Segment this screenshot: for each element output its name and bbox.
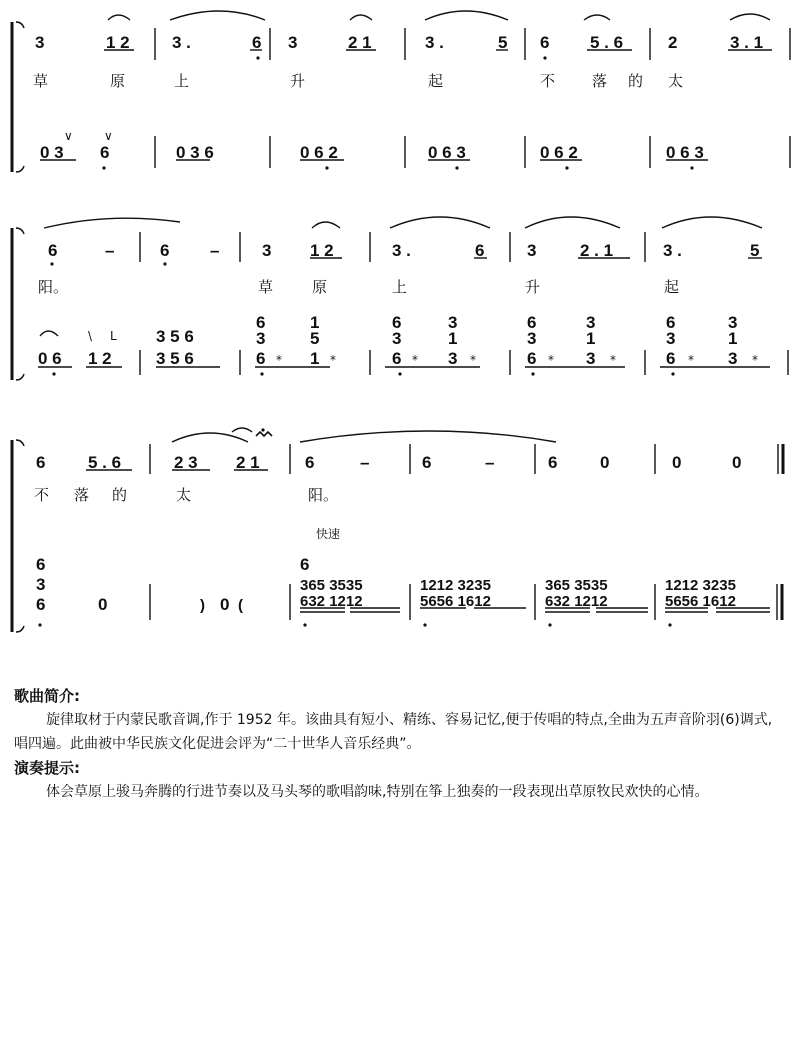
lyric: 上 bbox=[392, 278, 408, 296]
lyric: 原 bbox=[312, 278, 328, 296]
melody-note: 6 bbox=[540, 33, 550, 52]
melody-note: – bbox=[360, 453, 370, 472]
melody-note: 2 1 bbox=[348, 33, 372, 52]
melody-note: 6 bbox=[305, 453, 315, 472]
lower-note: 632 1212 bbox=[545, 593, 608, 610]
chord-note: 3 5 6 bbox=[156, 327, 194, 346]
chord-note: 3 bbox=[527, 329, 537, 348]
bass-note: 0 3 bbox=[40, 143, 64, 162]
melody-note: – bbox=[210, 241, 220, 260]
breath-mark: ∨ bbox=[104, 129, 113, 143]
bass-note: 6 bbox=[256, 349, 266, 368]
lyric: 起 bbox=[428, 72, 444, 90]
lyric: 草 bbox=[33, 72, 49, 90]
accent-star: * bbox=[752, 353, 758, 367]
chord-note: 3 bbox=[728, 313, 738, 332]
bass-note: 6 bbox=[392, 349, 402, 368]
melody-note: 6 bbox=[160, 241, 170, 260]
chord-note: 6 bbox=[36, 555, 46, 574]
bass-note: 0 6 2 bbox=[300, 143, 338, 162]
chord-note: 3 bbox=[448, 313, 458, 332]
melody-note: 0 bbox=[732, 453, 742, 472]
lyric: 落 bbox=[592, 72, 608, 90]
melody-note: 0 bbox=[672, 453, 682, 472]
chord-note: 3 bbox=[256, 329, 266, 348]
upper-note: 1212 3235 bbox=[420, 577, 491, 594]
lyric: 不 bbox=[34, 486, 50, 504]
melody-note: 6 bbox=[36, 453, 46, 472]
lyric: 起 bbox=[664, 278, 680, 296]
lyric: 不 bbox=[540, 72, 556, 90]
bracket: ( bbox=[238, 597, 243, 614]
bass-note: 1 2 bbox=[88, 349, 112, 368]
chord-note: 6 bbox=[392, 313, 402, 332]
lyric: 阳。 bbox=[38, 278, 69, 296]
chord-note: 3 bbox=[666, 329, 676, 348]
bass-note: 3 bbox=[728, 349, 738, 368]
lower-note: 5656 1612 bbox=[420, 593, 491, 610]
tempo-marking: 快速 bbox=[316, 527, 341, 541]
melody-note: 3 bbox=[527, 241, 537, 260]
melody-note: 5 . 6 bbox=[590, 33, 624, 52]
chord-note: 3 bbox=[36, 575, 46, 594]
upper-note: 365 3535 bbox=[545, 577, 608, 594]
intro-heading: 歌曲简介: bbox=[14, 687, 80, 705]
bass-note: 6 bbox=[666, 349, 676, 368]
lyric: 太 bbox=[668, 72, 684, 90]
melody-note: – bbox=[485, 453, 495, 472]
bracket: ) bbox=[200, 597, 205, 614]
upper-note: 1212 3235 bbox=[665, 577, 736, 594]
upper-note: 6 bbox=[300, 555, 310, 574]
chord-note: 6 bbox=[36, 595, 46, 614]
melody-note: 2 1 bbox=[236, 453, 260, 472]
chord-note: 1 bbox=[310, 313, 320, 332]
chord-note: 6 bbox=[256, 313, 266, 332]
melody-note: 6 bbox=[48, 241, 58, 260]
melody-note: 2 3 bbox=[174, 453, 198, 472]
lyric: 的 bbox=[628, 72, 644, 90]
lyric: 升 bbox=[290, 72, 306, 90]
melody-note: 3 . bbox=[425, 33, 444, 52]
bass-note: 6 bbox=[100, 143, 110, 162]
melody-note: 6 bbox=[252, 33, 262, 52]
chord-note: 3 bbox=[586, 313, 596, 332]
bass-note: 0 6 3 bbox=[666, 143, 704, 162]
lyric: 的 bbox=[112, 486, 128, 504]
accent-star: * bbox=[688, 353, 694, 367]
lyric: 原 bbox=[110, 72, 126, 90]
chord-note: 1 bbox=[586, 329, 596, 348]
breath-mark: ∨ bbox=[64, 129, 73, 143]
chord-note: 6 bbox=[527, 313, 537, 332]
melody-note: 3 bbox=[288, 33, 298, 52]
melody-note: 0 bbox=[600, 453, 610, 472]
chord-note: 1 bbox=[448, 329, 458, 348]
bass-note: 0 6 bbox=[38, 349, 62, 368]
bass-note: 0 6 2 bbox=[540, 143, 578, 162]
chord-note: 1 bbox=[728, 329, 738, 348]
melody-note: 3 bbox=[35, 33, 45, 52]
accent-star: * bbox=[276, 353, 282, 367]
chord-note: 3 bbox=[392, 329, 402, 348]
lyric: 落 bbox=[74, 486, 90, 504]
articulation-mark: L bbox=[110, 329, 117, 343]
upper-note: 365 3535 bbox=[300, 577, 363, 594]
lower-note: 632 1212 bbox=[300, 593, 363, 610]
bass-note: 0 6 3 bbox=[428, 143, 466, 162]
intro-paragraph: 旋律取材于内蒙民歌音调,作于 1952 年。该曲具有短小、精练、容易记忆,便于传唱的特点,全曲为五声音阶羽(6)调式,唱四遍。此曲被中华民族文化促进会评为“二十世华人音乐经典”。 bbox=[14, 712, 773, 752]
chord-note: 6 bbox=[666, 313, 676, 332]
bass-rest: 0 bbox=[220, 595, 230, 614]
melody-note: 5 . 6 bbox=[88, 453, 122, 472]
lyric: 草 bbox=[258, 278, 274, 296]
accent-star: * bbox=[330, 353, 336, 367]
song-notes bbox=[14, 684, 786, 804]
bass-rest: 0 bbox=[98, 595, 108, 614]
lyric: 升 bbox=[525, 278, 541, 296]
melody-note: 5 bbox=[498, 33, 508, 52]
melody-note: 1 2 bbox=[106, 33, 130, 52]
melody-note: 6 bbox=[548, 453, 558, 472]
accent-star: * bbox=[610, 353, 616, 367]
melody-note: 3 . bbox=[663, 241, 682, 260]
bass-note: 3 bbox=[448, 349, 458, 368]
melody-note: 2 bbox=[668, 33, 678, 52]
bass-note: 6 bbox=[527, 349, 537, 368]
articulation-mark: \ bbox=[88, 329, 93, 343]
lower-note: 5656 1612 bbox=[665, 593, 736, 610]
melody-note: – bbox=[105, 241, 115, 260]
melody-note: 5 bbox=[750, 241, 760, 260]
melody-note: 2 . 1 bbox=[580, 241, 614, 260]
accent-star: * bbox=[412, 353, 418, 367]
bass-note: 0 3 6 bbox=[176, 143, 214, 162]
performance-paragraph: 体会草原上骏马奔腾的行进节奏以及马头琴的歌唱韵味,特别在筝上独奏的一段表现出草原牧民欢快的心情。 bbox=[46, 784, 709, 800]
performance-heading: 演奏提示: bbox=[14, 759, 80, 777]
melody-note: 6 bbox=[475, 241, 485, 260]
melody-note: 3 . bbox=[172, 33, 191, 52]
bass-note: 3 bbox=[586, 349, 596, 368]
melody-note: 3 . 1 bbox=[730, 33, 764, 52]
bass-note: 3 5 6 bbox=[156, 349, 194, 368]
accent-star: * bbox=[470, 353, 476, 367]
accent-star: * bbox=[548, 353, 554, 367]
chord-note: 5 bbox=[310, 329, 320, 348]
melody-note: 6 bbox=[422, 453, 432, 472]
melody-note: 1 2 bbox=[310, 241, 334, 260]
lyric: 上 bbox=[174, 72, 190, 90]
lyric: 太 bbox=[176, 486, 192, 504]
melody-note: 3 . bbox=[392, 241, 411, 260]
bass-note: 1 bbox=[310, 349, 320, 368]
melody-note: 3 bbox=[262, 241, 272, 260]
lyric: 阳。 bbox=[308, 486, 339, 504]
